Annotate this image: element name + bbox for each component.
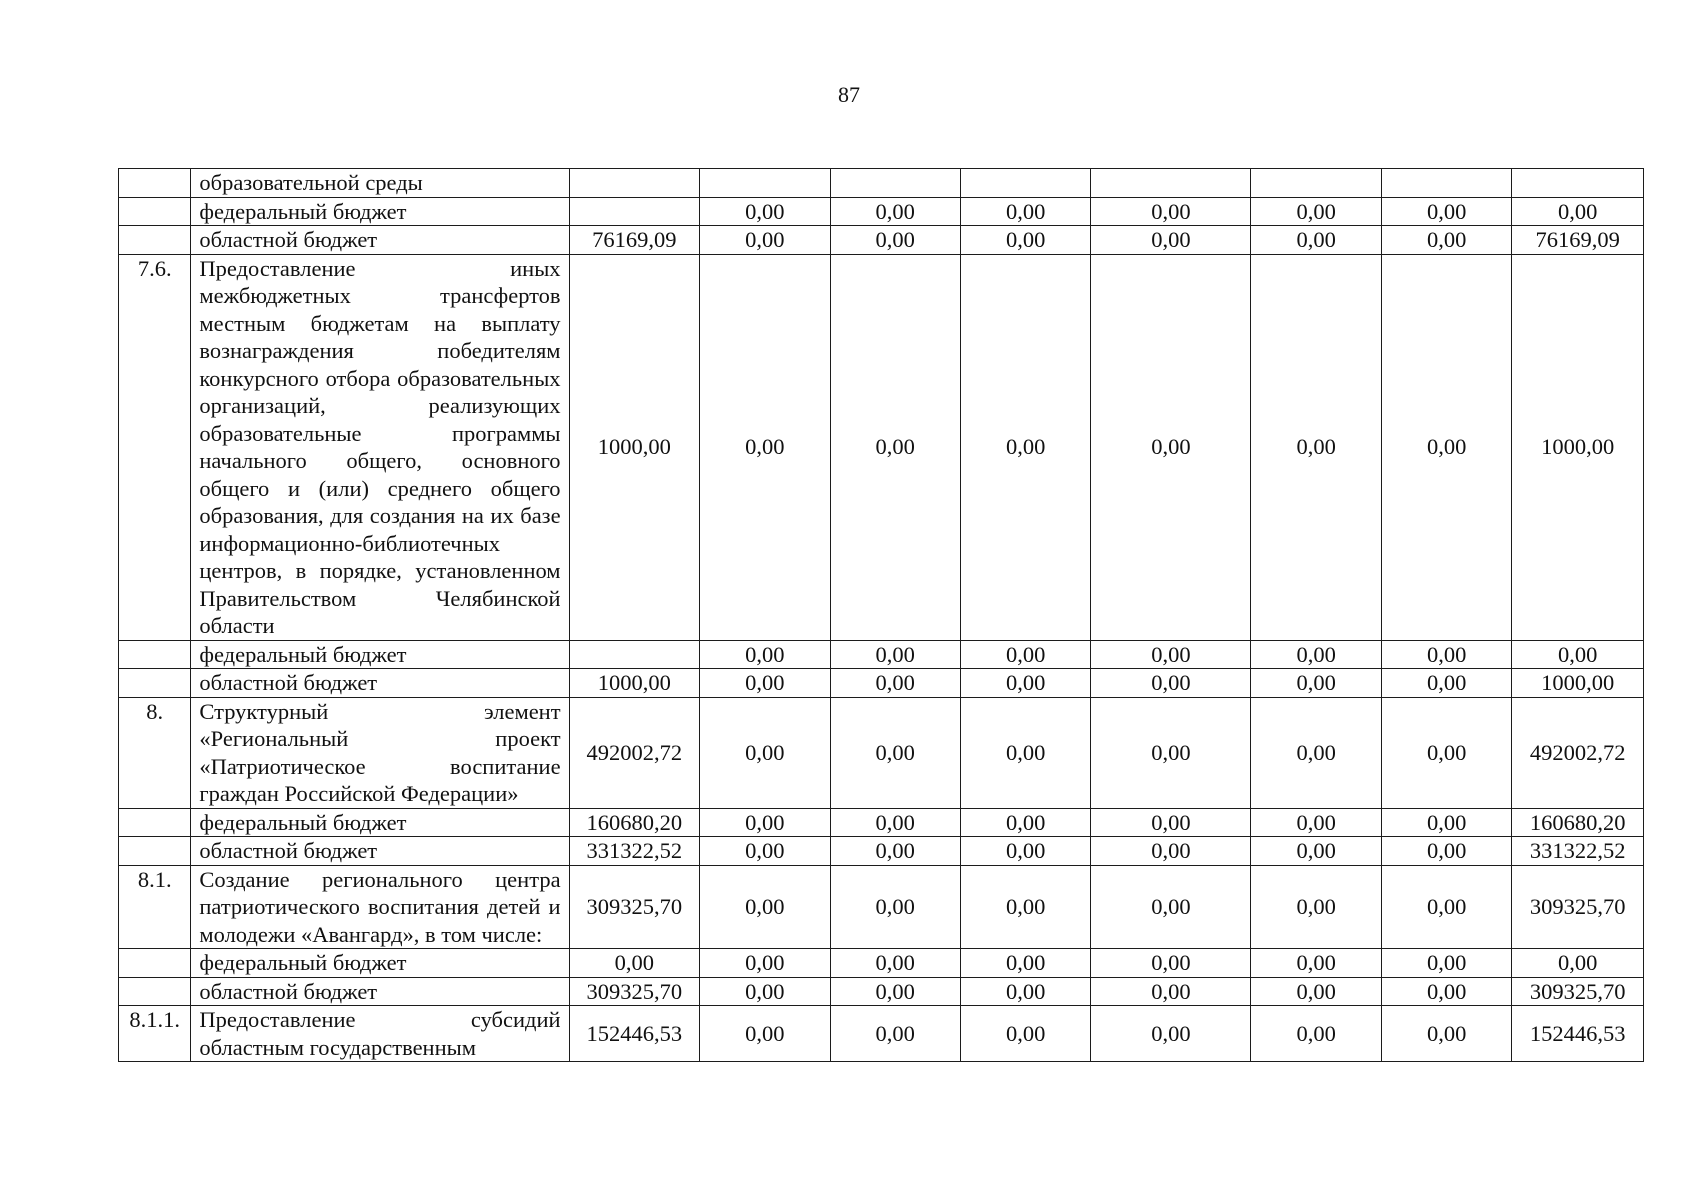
value-cell: 0,00: [960, 254, 1090, 640]
value-cell: 0,00: [1091, 640, 1251, 669]
row-code: [119, 640, 191, 669]
value-cell: 1000,00: [569, 254, 699, 640]
value-cell: [700, 169, 830, 198]
value-cell: 0,00: [1091, 254, 1251, 640]
value-cell: 309325,70: [569, 865, 699, 949]
row-code: [119, 226, 191, 255]
row-name: федеральный бюджет: [191, 640, 569, 669]
value-cell: 0,00: [830, 808, 960, 837]
value-cell: 0,00: [700, 197, 830, 226]
row-name: областной бюджет: [191, 669, 569, 698]
value-cell: 0,00: [1251, 640, 1381, 669]
row-name: Создание регионального центра патриотического воспитания детей и молодежи «Авангард», в том числе:: [191, 865, 569, 949]
row-name: федеральный бюджет: [191, 808, 569, 837]
value-cell: 0,00: [830, 640, 960, 669]
value-cell: 0,00: [960, 808, 1090, 837]
row-name: областной бюджет: [191, 977, 569, 1006]
value-cell: 0,00: [830, 1006, 960, 1062]
value-cell: 309325,70: [1512, 977, 1644, 1006]
value-cell: 0,00: [700, 837, 830, 866]
value-cell: 76169,09: [569, 226, 699, 255]
row-name: образовательной среды: [191, 169, 569, 198]
value-cell: 0,00: [1381, 669, 1511, 698]
value-cell: 0,00: [700, 254, 830, 640]
value-cell: 0,00: [1091, 865, 1251, 949]
table-row: [119, 226, 1644, 255]
value-cell: 0,00: [1251, 226, 1381, 255]
value-cell: 0,00: [1251, 197, 1381, 226]
row-name: Предоставление субсидий областным государственным: [191, 1006, 569, 1062]
table-row: [119, 197, 1644, 226]
value-cell: [960, 169, 1090, 198]
value-cell: 0,00: [1381, 197, 1511, 226]
value-cell: 0,00: [1091, 949, 1251, 978]
value-cell: 1000,00: [1512, 669, 1644, 698]
value-cell: 0,00: [1091, 197, 1251, 226]
row-code: [119, 808, 191, 837]
value-cell: 0,00: [1091, 226, 1251, 255]
value-cell: 0,00: [830, 977, 960, 1006]
value-cell: 331322,52: [569, 837, 699, 866]
table-row: [119, 640, 1644, 669]
value-cell: 0,00: [1381, 949, 1511, 978]
value-cell: 1000,00: [569, 669, 699, 698]
value-cell: 0,00: [700, 640, 830, 669]
value-cell: 0,00: [1381, 254, 1511, 640]
row-code: [119, 169, 191, 198]
value-cell: 0,00: [1251, 865, 1381, 949]
row-code: [119, 669, 191, 698]
value-cell: 76169,09: [1512, 226, 1644, 255]
value-cell: [1251, 169, 1381, 198]
row-name: федеральный бюджет: [191, 197, 569, 226]
value-cell: 331322,52: [1512, 837, 1644, 866]
row-name: областной бюджет: [191, 226, 569, 255]
value-cell: 0,00: [830, 697, 960, 808]
value-cell: 492002,72: [1512, 697, 1644, 808]
value-cell: 0,00: [700, 226, 830, 255]
value-cell: 0,00: [1381, 977, 1511, 1006]
value-cell: 0,00: [1091, 697, 1251, 808]
table-row: [119, 669, 1644, 698]
row-name: Предоставление иных межбюджетных трансфертов местным бюджетам на выплату вознаграждения победителям конкурсного отбора образовательных организаций, реализующих образовательные программы начального общего, основного общего и (или) среднего общего образования, для создания на их базе информационно-библиотечных центров, в порядке, установленном Правительством Челябинской области: [191, 254, 569, 640]
value-cell: 0,00: [1381, 837, 1511, 866]
value-cell: 0,00: [700, 865, 830, 949]
value-cell: 0,00: [1381, 1006, 1511, 1062]
value-cell: 0,00: [1091, 669, 1251, 698]
row-code: 8.1.1.: [119, 1006, 191, 1062]
value-cell: 0,00: [1251, 697, 1381, 808]
value-cell: 0,00: [1512, 197, 1644, 226]
value-cell: 0,00: [830, 837, 960, 866]
value-cell: 0,00: [1251, 837, 1381, 866]
value-cell: 0,00: [700, 1006, 830, 1062]
value-cell: [569, 169, 699, 198]
value-cell: 0,00: [1381, 640, 1511, 669]
page-number: 87: [838, 82, 860, 107]
value-cell: 0,00: [1381, 226, 1511, 255]
value-cell: [830, 169, 960, 198]
value-cell: 0,00: [569, 949, 699, 978]
value-cell: 0,00: [1251, 949, 1381, 978]
value-cell: 0,00: [960, 669, 1090, 698]
value-cell: 0,00: [700, 977, 830, 1006]
value-cell: 0,00: [700, 808, 830, 837]
value-cell: 0,00: [960, 697, 1090, 808]
value-cell: 0,00: [1251, 1006, 1381, 1062]
row-code: [119, 197, 191, 226]
value-cell: 0,00: [1251, 669, 1381, 698]
value-cell: 0,00: [830, 949, 960, 978]
value-cell: 0,00: [1512, 949, 1644, 978]
value-cell: 492002,72: [569, 697, 699, 808]
value-cell: 0,00: [700, 697, 830, 808]
budget-table: [118, 168, 1644, 1062]
value-cell: 0,00: [830, 197, 960, 226]
value-cell: 0,00: [960, 1006, 1090, 1062]
row-name: областной бюджет: [191, 837, 569, 866]
value-cell: [1381, 169, 1511, 198]
value-cell: 0,00: [830, 254, 960, 640]
value-cell: 0,00: [830, 865, 960, 949]
value-cell: 160680,20: [1512, 808, 1644, 837]
table-body: [119, 169, 1644, 1062]
table-row: [119, 865, 1644, 949]
value-cell: 0,00: [1091, 837, 1251, 866]
value-cell: 152446,53: [569, 1006, 699, 1062]
value-cell: 0,00: [1251, 254, 1381, 640]
value-cell: 152446,53: [1512, 1006, 1644, 1062]
value-cell: 0,00: [960, 837, 1090, 866]
table-row: [119, 977, 1644, 1006]
value-cell: 0,00: [700, 949, 830, 978]
value-cell: 0,00: [1091, 977, 1251, 1006]
value-cell: 1000,00: [1512, 254, 1644, 640]
value-cell: 0,00: [1251, 977, 1381, 1006]
row-code: 8.: [119, 697, 191, 808]
row-code: 8.1.: [119, 865, 191, 949]
value-cell: 0,00: [830, 669, 960, 698]
value-cell: 0,00: [1381, 808, 1511, 837]
value-cell: 0,00: [960, 640, 1090, 669]
table-row: [119, 1006, 1644, 1062]
value-cell: 309325,70: [1512, 865, 1644, 949]
value-cell: 0,00: [1512, 640, 1644, 669]
row-code: [119, 837, 191, 866]
value-cell: 0,00: [960, 197, 1090, 226]
value-cell: 0,00: [960, 949, 1090, 978]
row-code: 7.6.: [119, 254, 191, 640]
value-cell: 0,00: [1251, 808, 1381, 837]
row-name: Структурный элемент «Региональный проект «Патриотическое воспитание граждан Российской Федерации»: [191, 697, 569, 808]
value-cell: 0,00: [1381, 697, 1511, 808]
row-code: [119, 949, 191, 978]
value-cell: [1091, 169, 1251, 198]
table-row: [119, 254, 1644, 640]
row-name: федеральный бюджет: [191, 949, 569, 978]
value-cell: 0,00: [1381, 865, 1511, 949]
value-cell: [569, 197, 699, 226]
value-cell: 0,00: [700, 669, 830, 698]
value-cell: 0,00: [960, 226, 1090, 255]
value-cell: 0,00: [1091, 808, 1251, 837]
value-cell: 0,00: [960, 865, 1090, 949]
value-cell: 0,00: [830, 226, 960, 255]
value-cell: 0,00: [1091, 1006, 1251, 1062]
table-row: [119, 837, 1644, 866]
value-cell: 160680,20: [569, 808, 699, 837]
value-cell: [569, 640, 699, 669]
row-code: [119, 977, 191, 1006]
value-cell: [1512, 169, 1644, 198]
value-cell: 0,00: [960, 977, 1090, 1006]
table-row: [119, 169, 1644, 198]
table-row: [119, 949, 1644, 978]
table-row: [119, 808, 1644, 837]
value-cell: 309325,70: [569, 977, 699, 1006]
table-row: [119, 697, 1644, 808]
